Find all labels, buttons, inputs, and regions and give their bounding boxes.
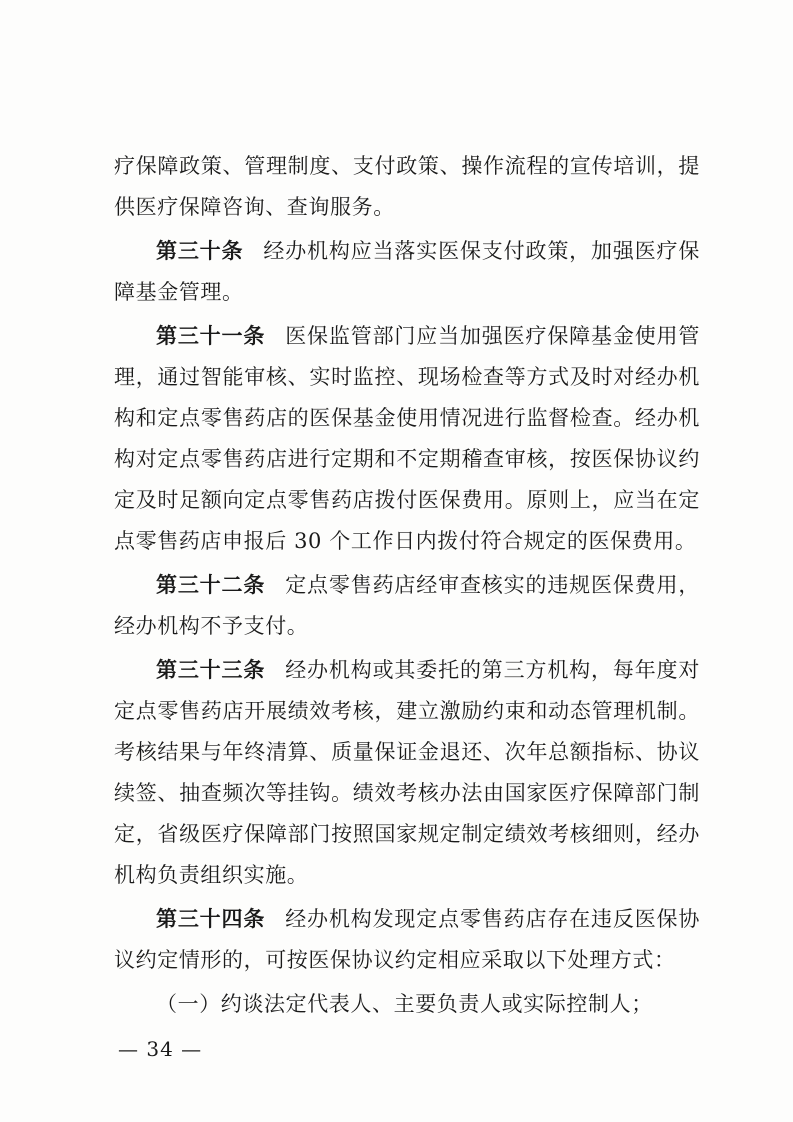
article-number: 第三十条	[156, 239, 244, 263]
article-text: 医保监管部门应当加强医疗保障基金使用管理，通过智能审核、实时监控、现场检查等方式及时对经办机构和定点零售药店的医保基金使用情况进行监督检查。经办机构对定点零售药店进行定期和不定期稽查审核，按医保协议约定及时足额向定点零售药店拨付医保费用。原则上，应当在定点零售药店申报后 30 个工作日内拨付符合规定的医保费用。	[114, 324, 700, 553]
article-30	[114, 231, 700, 313]
paragraph-continued	[114, 146, 700, 228]
article-33	[114, 650, 700, 896]
article-number: 第三十四条	[156, 907, 266, 931]
article-31	[114, 316, 700, 562]
article-number: 第三十三条	[156, 658, 266, 682]
page-number: — 34 —	[118, 1037, 203, 1061]
body-text	[114, 146, 700, 1028]
article-number: 第三十二条	[156, 573, 266, 597]
article-number: 第三十一条	[156, 324, 266, 348]
article-text: 经办机构发现定点零售药店存在违反医保协议约定情形的，可按医保协议约定相应采取以下处理方式：	[114, 907, 700, 972]
article-text: 定点零售药店经审查核实的违规医保费用，经办机构不予支付。	[114, 573, 700, 638]
list-item-text: （一）约谈法定代表人、主要负责人或实际控制人；	[156, 992, 653, 1016]
article-32	[114, 565, 700, 647]
article-34	[114, 899, 700, 981]
article-text: 经办机构或其委托的第三方机构，每年度对定点零售药店开展绩效考核，建立激励约束和动态管理机制。考核结果与年终清算、质量保证金退还、次年总额指标、协议续签、抽查频次等挂钩。绩效考核办法由国家医疗保障部门制定，省级医疗保障部门按照国家规定制定绩效考核细则，经办机构负责组织实施。	[114, 658, 700, 887]
list-item-1	[114, 984, 700, 1025]
paragraph-text: 疗保障政策、管理制度、支付政策、操作流程的宣传培训，提供医疗保障咨询、查询服务。	[114, 154, 700, 219]
article-text: 经办机构应当落实医保支付政策，加强医疗保障基金管理。	[114, 239, 700, 304]
